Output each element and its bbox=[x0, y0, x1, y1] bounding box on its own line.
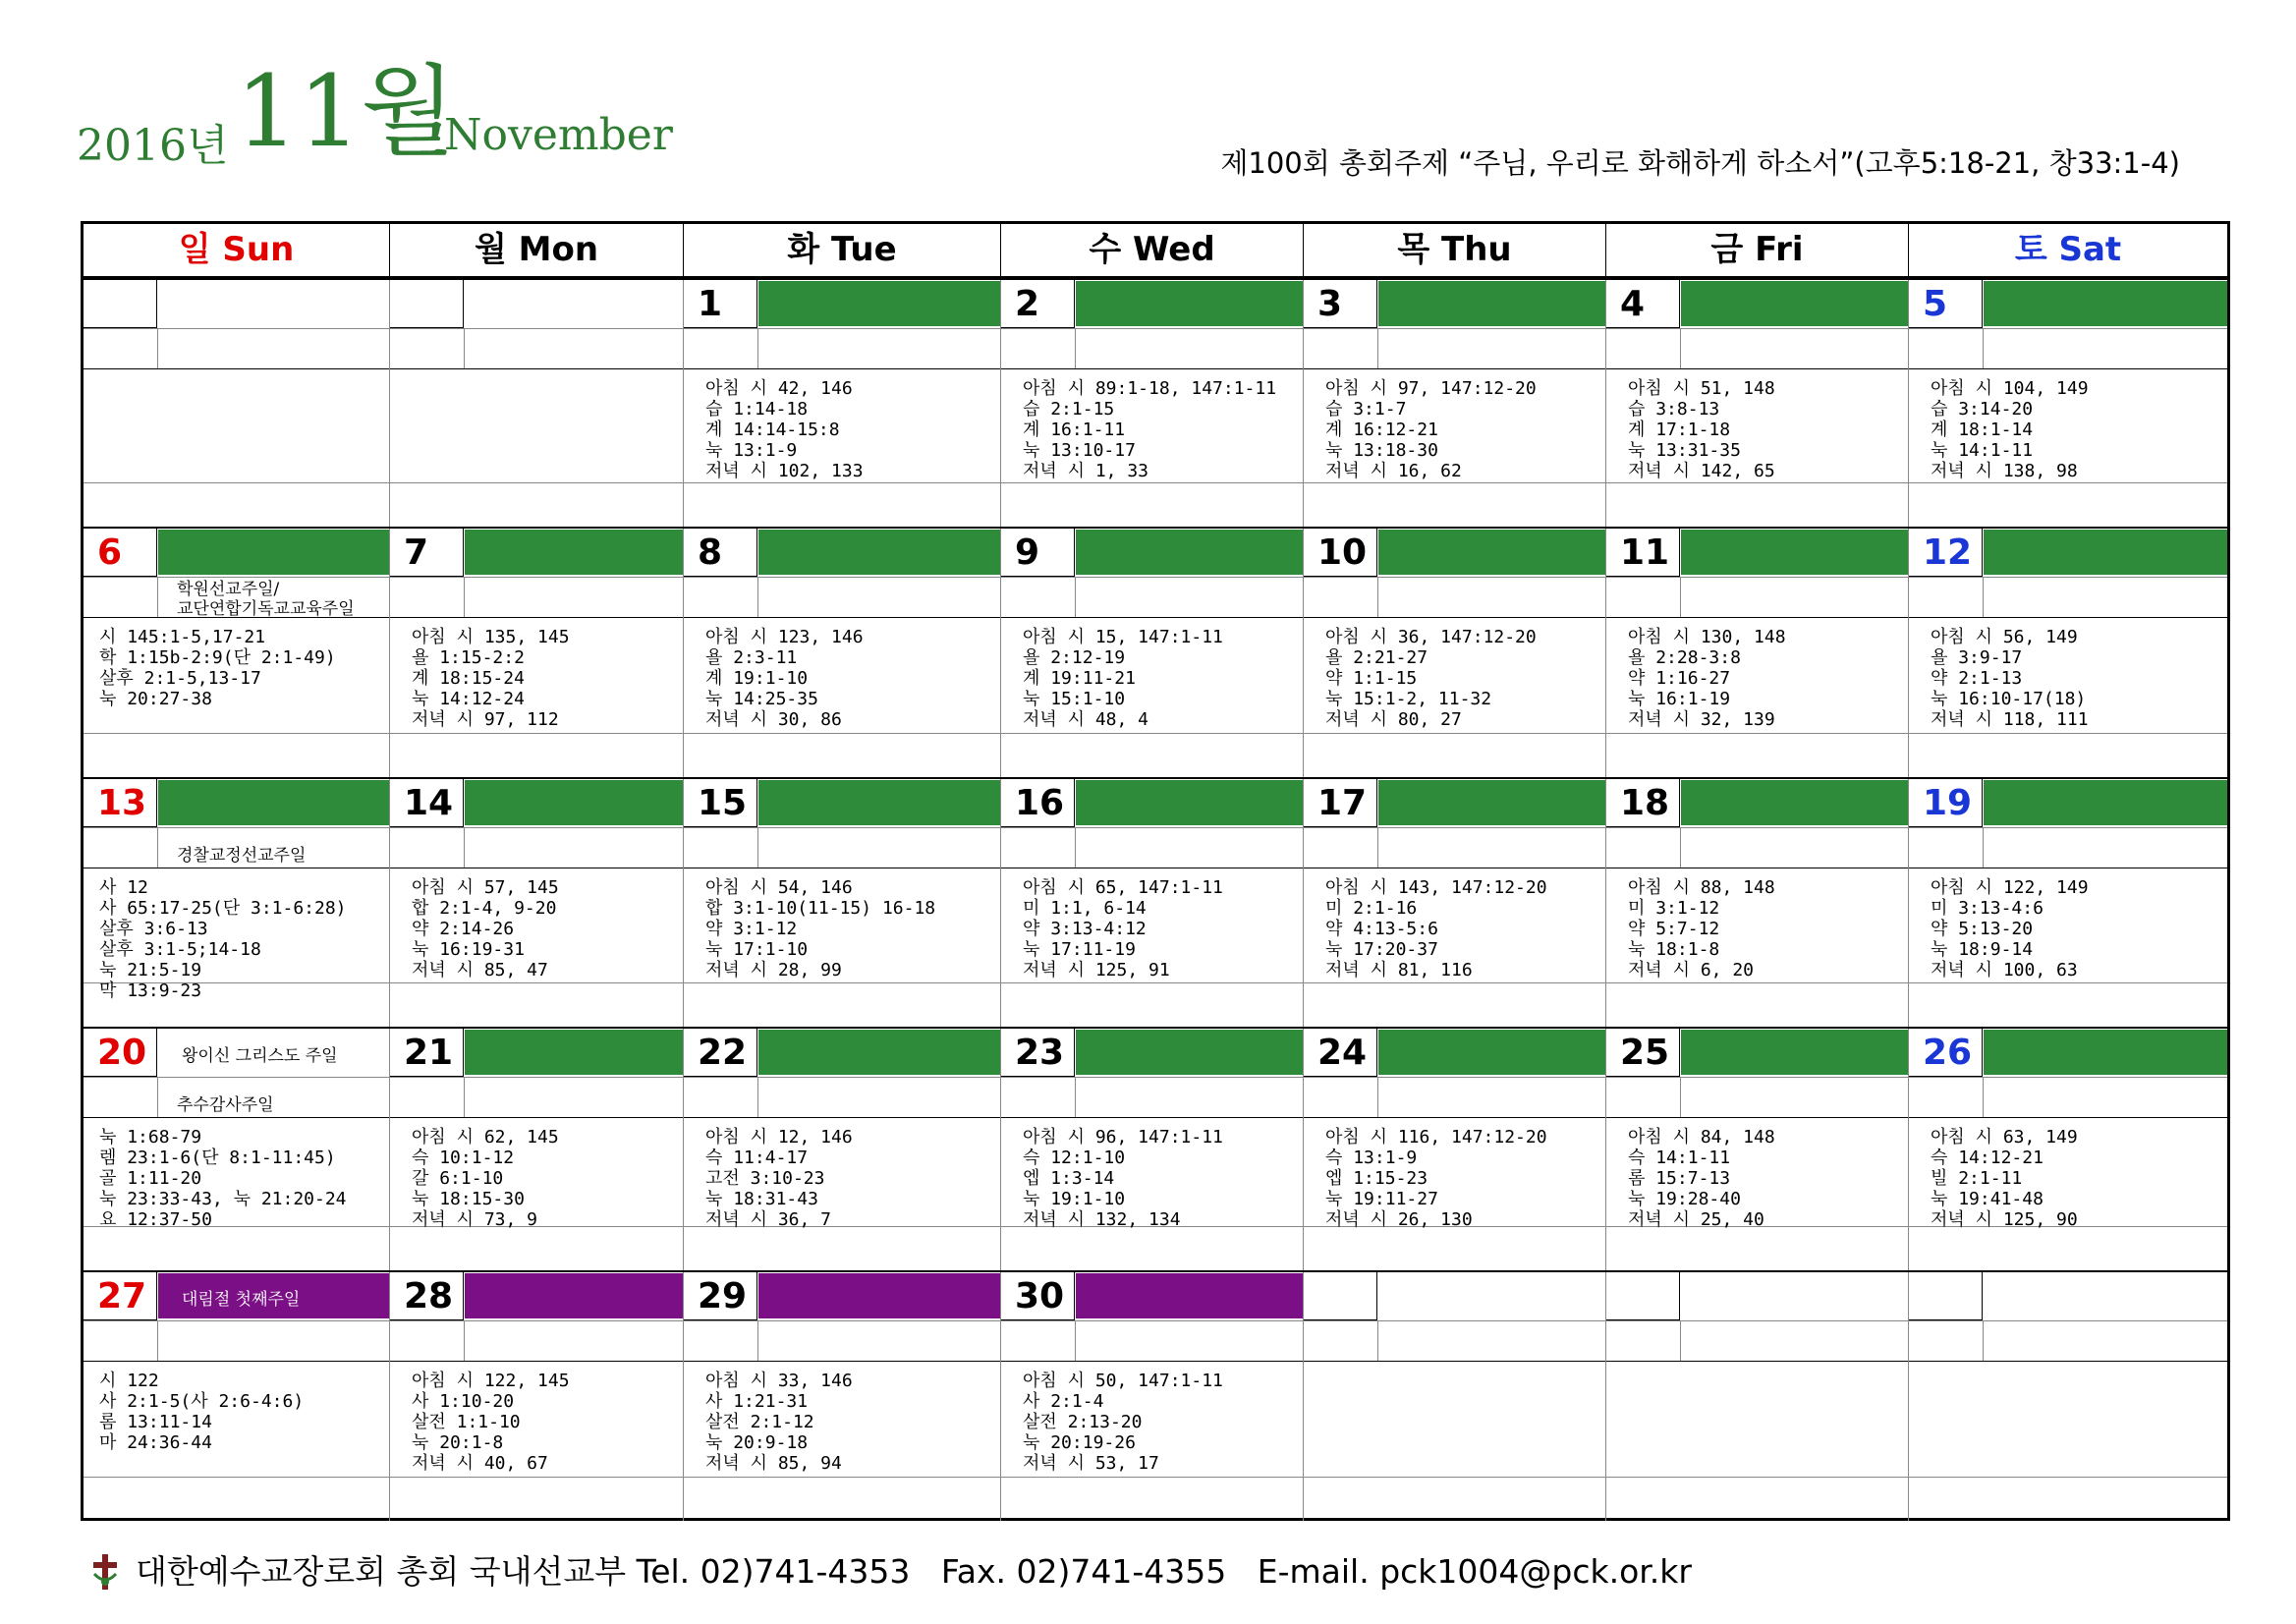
scripture-readings: 사 12 사 65:17-25(단 3:1-6:28) 살후 3:6-13 살후 3:1-5;14-18 눅 21:5-19 막 13:9-23 bbox=[99, 877, 347, 1001]
day-cell-11[interactable] bbox=[1606, 529, 1909, 777]
note-line bbox=[390, 1077, 683, 1118]
weekday-header-sun: 일 Sun bbox=[84, 224, 390, 276]
scripture-readings: 아침 시 15, 147:1-11 욜 2:12-19 계 19:11-21 눅 15:1-10 저녁 시 48, 4 bbox=[1023, 627, 1223, 730]
day-number bbox=[1304, 1272, 1377, 1320]
day-number: 29 bbox=[684, 1272, 757, 1320]
scripture-readings: 시 122 사 2:1-5(사 2:6-4:6) 롬 13:11-14 마 24:36-44 bbox=[99, 1371, 305, 1453]
weekday-header-fri: 금 Fri bbox=[1606, 224, 1909, 276]
day-cell-7[interactable] bbox=[390, 529, 684, 777]
note-line bbox=[1001, 1077, 1303, 1118]
liturgical-color-bar bbox=[1681, 1030, 1908, 1075]
weekday-header-mon: 월 Mon bbox=[390, 224, 684, 276]
liturgical-color-bar bbox=[1681, 530, 1908, 575]
special-sunday-note: 경찰교정선교주일 bbox=[177, 846, 307, 866]
note-line bbox=[1909, 328, 2227, 369]
day-number bbox=[1909, 1272, 1983, 1320]
liturgical-color-bar bbox=[758, 1030, 1000, 1075]
header-theme: 제100회 총회주제 “주님, 우리로 화해하게 하소서”(고후5:18-21, 창33:1-4) bbox=[1220, 146, 2180, 180]
liturgical-color-bar bbox=[158, 530, 389, 575]
day-number bbox=[84, 280, 157, 328]
liturgical-day-name: 대림절 첫째주일 bbox=[182, 1290, 301, 1310]
empty-day-cell[interactable] bbox=[390, 280, 684, 527]
note-line bbox=[1909, 827, 2227, 868]
week-row bbox=[84, 1270, 2227, 1521]
day-cell-28[interactable] bbox=[390, 1272, 684, 1521]
day-cell-6[interactable] bbox=[84, 529, 390, 777]
day-cell-23[interactable] bbox=[1001, 1029, 1304, 1270]
note-line bbox=[1304, 1077, 1605, 1118]
day-cell-22[interactable] bbox=[684, 1029, 1001, 1270]
scripture-readings: 아침 시 57, 145 합 2:1-4, 9-20 약 2:14-26 눅 16:19-31 저녁 시 85, 47 bbox=[412, 877, 559, 980]
empty-day-cell[interactable] bbox=[1304, 1272, 1606, 1521]
day-cell-19[interactable] bbox=[1909, 779, 2227, 1027]
liturgical-color-bar bbox=[1076, 281, 1303, 326]
day-number: 11 bbox=[1606, 529, 1680, 577]
scripture-readings: 아침 시 88, 148 미 3:1-12 약 5:7-12 눅 18:1-8 저녁 시 6, 20 bbox=[1628, 877, 1775, 980]
note-line bbox=[84, 827, 389, 868]
day-cell-5[interactable] bbox=[1909, 280, 2227, 527]
day-number bbox=[390, 280, 464, 328]
pck-cross-logo-icon bbox=[90, 1552, 120, 1592]
day-cell-8[interactable] bbox=[684, 529, 1001, 777]
note-line bbox=[1304, 328, 1605, 369]
empty-day-cell[interactable] bbox=[84, 280, 390, 527]
weekday-header-sat: 토 Sat bbox=[2014, 230, 2122, 269]
day-cell-4[interactable] bbox=[1606, 280, 1909, 527]
scripture-readings: 아침 시 50, 147:1-11 사 2:1-4 살전 2:13-20 눅 20:19-26 저녁 시 53, 17 bbox=[1023, 1371, 1223, 1474]
scripture-readings: 아침 시 122, 145 사 1:10-20 살전 1:1-10 눅 20:1-8 저녁 시 40, 67 bbox=[412, 1371, 570, 1474]
weekday-header-thu: 목 Thu bbox=[1304, 224, 1606, 276]
liturgical-color-bar bbox=[1076, 1030, 1303, 1075]
day-cell-18[interactable] bbox=[1606, 779, 1909, 1027]
note-line bbox=[1606, 827, 1908, 868]
weekday-header-wed: 수 Wed bbox=[1001, 224, 1304, 276]
day-cell-9[interactable] bbox=[1001, 529, 1304, 777]
note-line bbox=[390, 577, 683, 618]
note-line bbox=[1606, 1320, 1908, 1362]
scripture-readings: 아침 시 62, 145 슥 10:1-12 갈 6:1-10 눅 18:15-30 저녁 시 73, 9 bbox=[412, 1127, 559, 1230]
note-line bbox=[1304, 827, 1605, 868]
day-cell-24[interactable] bbox=[1304, 1029, 1606, 1270]
day-number: 22 bbox=[684, 1029, 757, 1077]
note-line bbox=[1606, 328, 1908, 369]
day-number: 25 bbox=[1606, 1029, 1680, 1077]
liturgical-color-bar bbox=[758, 780, 1000, 825]
day-number: 6 bbox=[84, 529, 157, 577]
day-number: 7 bbox=[390, 529, 464, 577]
day-cell-20[interactable] bbox=[84, 1029, 390, 1270]
liturgical-day-name: 왕이신 그리스도 주일 bbox=[182, 1046, 338, 1066]
day-number: 9 bbox=[1001, 529, 1075, 577]
day-cell-3[interactable] bbox=[1304, 280, 1606, 527]
scripture-readings: 아침 시 89:1-18, 147:1-11 습 2:1-15 계 16:1-11 눅 13:10-17 저녁 시 1, 33 bbox=[1023, 378, 1277, 481]
liturgical-color-bar bbox=[465, 1273, 683, 1318]
scripture-readings: 아침 시 36, 147:12-20 욜 2:21-27 약 1:1-15 눅 15:1-2, 11-32 저녁 시 80, 27 bbox=[1325, 627, 1537, 730]
header-month-english: November bbox=[444, 110, 673, 160]
day-cell-30[interactable] bbox=[1001, 1272, 1304, 1521]
day-number: 1 bbox=[684, 280, 757, 328]
day-cell-16[interactable] bbox=[1001, 779, 1304, 1027]
day-cell-29[interactable] bbox=[684, 1272, 1001, 1521]
note-line bbox=[84, 1320, 389, 1362]
liturgical-color-bar bbox=[1076, 780, 1303, 825]
note-line bbox=[84, 577, 389, 618]
header-month: 11월 bbox=[236, 54, 456, 169]
liturgical-color-bar bbox=[465, 1030, 683, 1075]
day-cell-10[interactable] bbox=[1304, 529, 1606, 777]
day-cell-1[interactable] bbox=[684, 280, 1001, 527]
scripture-readings: 아침 시 130, 148 욜 2:28-3:8 약 1:16-27 눅 16:1-19 저녁 시 32, 139 bbox=[1628, 627, 1786, 730]
scripture-readings: 아침 시 63, 149 슥 14:12-21 빌 2:1-11 눅 19:41-48 저녁 시 125, 90 bbox=[1931, 1127, 2078, 1230]
note-line bbox=[1001, 577, 1303, 618]
day-number: 20 bbox=[84, 1029, 157, 1077]
day-cell-14[interactable] bbox=[390, 779, 684, 1027]
note-line bbox=[390, 827, 683, 868]
scripture-readings: 아침 시 116, 147:12-20 슥 13:1-9 엡 1:15-23 눅 19:11-27 저녁 시 26, 130 bbox=[1325, 1127, 1547, 1230]
day-number: 5 bbox=[1909, 280, 1983, 328]
note-line bbox=[84, 328, 389, 369]
note-line bbox=[684, 827, 1000, 868]
liturgical-color-bar bbox=[1984, 1030, 2227, 1075]
day-cell-15[interactable] bbox=[684, 779, 1001, 1027]
note-line bbox=[1304, 577, 1605, 618]
note-line bbox=[390, 1320, 683, 1362]
note-line bbox=[390, 328, 683, 369]
note-line bbox=[1606, 1077, 1908, 1118]
special-sunday-note: 추수감사주일 bbox=[177, 1095, 274, 1115]
note-line bbox=[1909, 1077, 2227, 1118]
calendar-grid bbox=[81, 221, 2230, 1521]
scripture-readings: 아침 시 96, 147:1-11 슥 12:1-10 엡 1:3-14 눅 19:1-10 저녁 시 132, 134 bbox=[1023, 1127, 1223, 1230]
day-number: 18 bbox=[1606, 779, 1680, 827]
scripture-readings: 아침 시 33, 146 사 1:21-31 살전 2:1-12 눅 20:9-18 저녁 시 85, 94 bbox=[705, 1371, 853, 1474]
scripture-readings: 아침 시 12, 146 슥 11:4-17 고전 3:10-23 눅 18:31-43 저녁 시 36, 7 bbox=[705, 1127, 853, 1230]
liturgical-color-bar bbox=[465, 780, 683, 825]
day-number: 30 bbox=[1001, 1272, 1075, 1320]
note-line bbox=[1001, 827, 1303, 868]
week-row bbox=[84, 777, 2227, 1027]
note-line bbox=[1001, 328, 1303, 369]
note-line bbox=[1001, 1320, 1303, 1362]
scripture-readings: 아침 시 122, 149 미 3:13-4:6 약 5:13-20 눅 18:9-14 저녁 시 100, 63 bbox=[1931, 877, 2089, 980]
note-line bbox=[1909, 1320, 2227, 1362]
liturgical-color-bar bbox=[1076, 530, 1303, 575]
day-number: 23 bbox=[1001, 1029, 1075, 1077]
liturgical-color-bar bbox=[1984, 780, 2227, 825]
liturgical-color-bar bbox=[1378, 1030, 1605, 1075]
day-cell-13[interactable] bbox=[84, 779, 390, 1027]
scripture-readings: 아침 시 51, 148 습 3:8-13 계 17:1-18 눅 13:31-35 저녁 시 142, 65 bbox=[1628, 378, 1775, 481]
scripture-readings: 아침 시 97, 147:12-20 습 3:1-7 계 16:12-21 눅 13:18-30 저녁 시 16, 62 bbox=[1325, 378, 1537, 481]
day-number: 2 bbox=[1001, 280, 1075, 328]
liturgical-color-bar bbox=[1378, 281, 1605, 326]
day-number: 8 bbox=[684, 529, 757, 577]
day-cell-26[interactable] bbox=[1909, 1029, 2227, 1270]
scripture-readings: 아침 시 84, 148 슥 14:1-11 롬 15:7-13 눅 19:28-40 저녁 시 25, 40 bbox=[1628, 1127, 1775, 1230]
scripture-readings: 아침 시 65, 147:1-11 미 1:1, 6-14 약 3:13-4:12 눅 17:11-19 저녁 시 125, 91 bbox=[1023, 877, 1223, 980]
scripture-readings: 눅 1:68-79 렘 23:1-6(단 8:1-11:45) 골 1:11-20 눅 23:33-43, 눅 21:20-24 요 12:37-50 bbox=[99, 1127, 347, 1230]
liturgical-color-bar bbox=[158, 780, 389, 825]
liturgical-color-bar bbox=[1076, 1273, 1303, 1318]
day-number: 12 bbox=[1909, 529, 1983, 577]
note-line bbox=[684, 1077, 1000, 1118]
note-line bbox=[84, 1077, 389, 1118]
day-cell-2[interactable] bbox=[1001, 280, 1304, 527]
note-line bbox=[684, 577, 1000, 618]
liturgical-color-bar bbox=[1378, 530, 1605, 575]
liturgical-color-bar bbox=[1681, 780, 1908, 825]
day-number: 10 bbox=[1304, 529, 1377, 577]
day-number: 21 bbox=[390, 1029, 464, 1077]
header-year: 2016년 bbox=[77, 121, 229, 171]
note-line bbox=[684, 328, 1000, 369]
note-line bbox=[1909, 577, 2227, 618]
day-number: 16 bbox=[1001, 779, 1075, 827]
liturgical-color-bar bbox=[758, 1273, 1000, 1318]
scripture-readings: 시 145:1-5,17-21 학 1:15b-2:9(단 2:1-49) 살후 2:1-5,13-17 눅 20:27-38 bbox=[99, 627, 336, 709]
note-line bbox=[1606, 577, 1908, 618]
weekday-header-row bbox=[84, 224, 2227, 278]
special-sunday-note: 학원선교주일/ 교단연합기독교교육주일 bbox=[177, 580, 355, 619]
day-number: 24 bbox=[1304, 1029, 1377, 1077]
day-cell-21[interactable] bbox=[390, 1029, 684, 1270]
day-number: 14 bbox=[390, 779, 464, 827]
liturgical-color-bar bbox=[465, 530, 683, 575]
note-line bbox=[684, 1320, 1000, 1362]
day-number: 28 bbox=[390, 1272, 464, 1320]
liturgical-color-bar bbox=[758, 281, 1000, 326]
week-row bbox=[84, 1027, 2227, 1270]
day-number: 3 bbox=[1304, 280, 1377, 328]
day-cell-25[interactable] bbox=[1606, 1029, 1909, 1270]
day-number: 13 bbox=[84, 779, 157, 827]
day-number: 19 bbox=[1909, 779, 1983, 827]
day-number: 26 bbox=[1909, 1029, 1983, 1077]
day-cell-17[interactable] bbox=[1304, 779, 1606, 1027]
scripture-readings: 아침 시 123, 146 욜 2:3-11 계 19:1-10 눅 14:25-35 저녁 시 30, 86 bbox=[705, 627, 864, 730]
liturgical-color-bar bbox=[1681, 281, 1908, 326]
week-row bbox=[84, 527, 2227, 777]
day-number: 27 bbox=[84, 1272, 157, 1320]
scripture-readings: 아침 시 56, 149 욜 3:9-17 약 2:1-13 눅 16:10-17(18) 저녁 시 118, 111 bbox=[1931, 627, 2089, 730]
liturgical-color-bar bbox=[158, 1030, 389, 1075]
scripture-readings: 아침 시 42, 146 습 1:14-18 계 14:14-15:8 눅 13:1-9 저녁 시 102, 133 bbox=[705, 378, 864, 481]
liturgical-color-bar bbox=[1984, 530, 2227, 575]
liturgical-color-bar bbox=[1984, 281, 2227, 326]
scripture-readings: 아침 시 143, 147:12-20 미 2:1-16 약 4:13-5:6 눅 17:20-37 저녁 시 81, 116 bbox=[1325, 877, 1547, 980]
day-cell-27[interactable] bbox=[84, 1272, 390, 1521]
note-line bbox=[1304, 1320, 1605, 1362]
scripture-readings: 아침 시 104, 149 습 3:14-20 계 18:1-14 눅 14:1-11 저녁 시 138, 98 bbox=[1931, 378, 2089, 481]
liturgical-color-bar bbox=[158, 1273, 389, 1318]
footer-contact: 대한예수교장로회 총회 국내선교부 Tel. 02)741-4353 Fax. 02)741-4355 E-mail. pck1004@pck.or.kr bbox=[136, 1552, 1692, 1591]
day-number bbox=[1606, 1272, 1680, 1320]
liturgical-color-bar bbox=[758, 530, 1000, 575]
day-number: 15 bbox=[684, 779, 757, 827]
weekday-header-tue: 화 Tue bbox=[684, 224, 1001, 276]
week-row bbox=[84, 278, 2227, 527]
empty-day-cell[interactable] bbox=[1606, 1272, 1909, 1521]
empty-day-cell[interactable] bbox=[1909, 1272, 2227, 1521]
day-cell-12[interactable] bbox=[1909, 529, 2227, 777]
day-number: 4 bbox=[1606, 280, 1680, 328]
scripture-readings: 아침 시 54, 146 합 3:1-10(11-15) 16-18 약 3:1-12 눅 17:1-10 저녁 시 28, 99 bbox=[705, 877, 936, 980]
liturgical-color-bar bbox=[1378, 780, 1605, 825]
day-number: 17 bbox=[1304, 779, 1377, 827]
scripture-readings: 아침 시 135, 145 욜 1:15-2:2 계 18:15-24 눅 14:12-24 저녁 시 97, 112 bbox=[412, 627, 570, 730]
